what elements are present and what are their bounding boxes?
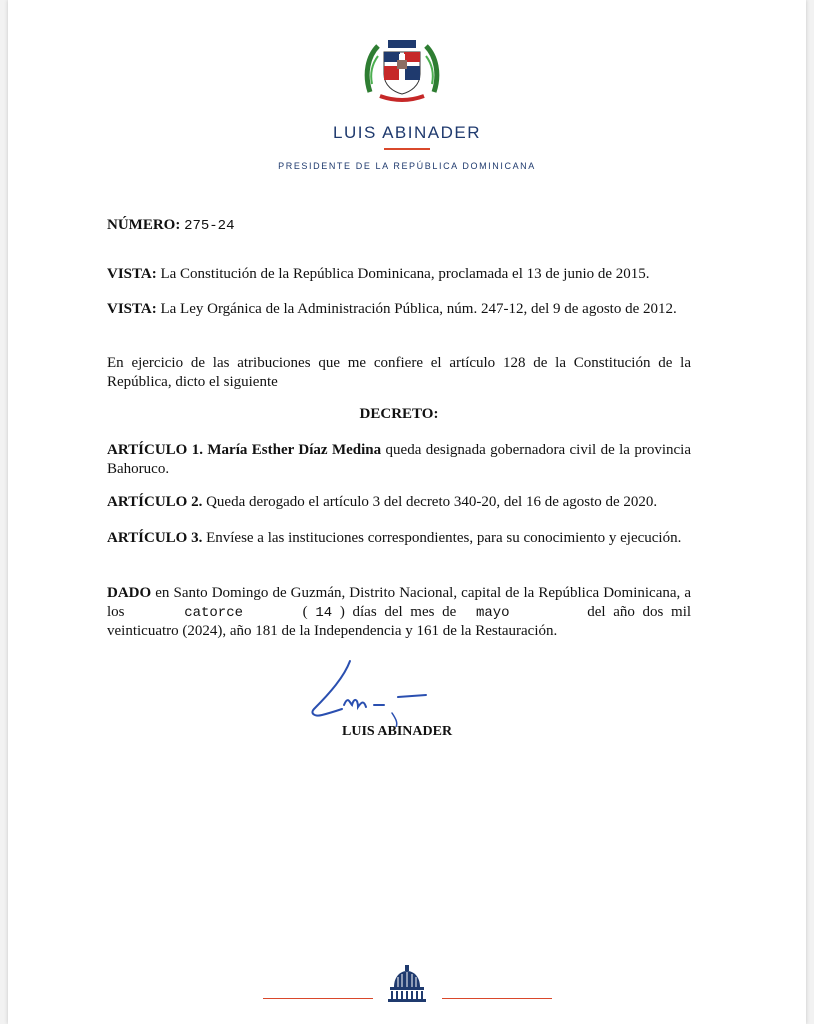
articulo-3-label: ARTÍCULO 3.	[107, 530, 203, 546]
palace-dome-icon	[386, 963, 428, 1003]
vista-text-2: La Ley Orgánica de la Administración Pública, núm. 247-12, del 9 de agosto de 2012.	[160, 301, 677, 317]
articulo-3-text: Envíese a las instituciones correspondientes, para su conocimiento y ejecución.	[206, 530, 682, 546]
intro-paragraph: En ejercicio de las atribuciones que me confiere el artículo 128 de la Constitución de la República, dicto el siguiente	[107, 355, 691, 390]
articulo-3	[107, 529, 691, 548]
designee-name: María Esther Díaz Medina	[207, 442, 382, 458]
articulo-1	[107, 441, 691, 478]
vista-paragraph-2	[107, 300, 691, 319]
document-page	[8, 0, 806, 1024]
decreto-heading: DECRETO:	[359, 406, 439, 422]
header-divider	[384, 148, 430, 150]
dado-label: DADO	[107, 585, 152, 601]
footer-divider-right	[442, 998, 552, 999]
day-number: 14	[315, 604, 333, 621]
vista-label-1: VISTA:	[107, 266, 157, 282]
day-in-words: catorce	[184, 604, 243, 621]
coat-of-arms-icon	[364, 34, 440, 104]
dado-text-1: en Santo Domingo de Guzmán, Distrito Nacional, capital de la República Dominicana, a los	[107, 585, 692, 620]
vista-text-1: La Constitución de la República Dominicana, proclamada el 13 de junio de 2015.	[160, 266, 650, 282]
paren-close: )	[339, 603, 345, 620]
month-name: mayo	[475, 604, 510, 621]
president-title-header: PRESIDENTE DE LA REPÚBLICA DOMINICANA	[278, 161, 536, 171]
footer-divider-left	[263, 998, 373, 999]
articulo-2-text: Queda derogado el artículo 3 del decreto 340-20, del 16 de agosto de 2020.	[206, 494, 658, 510]
signatory-name: LUIS ABINADER	[342, 724, 453, 739]
president-name-header: LUIS ABINADER	[333, 123, 481, 142]
articulo-1-text: queda designada gobernadora civil de la provincia Bahoruco.	[107, 442, 692, 477]
articulo-1-label: ARTÍCULO 1.	[107, 442, 203, 458]
paren-open: (	[302, 603, 308, 620]
decree-number	[107, 216, 691, 236]
dado-text-2: días del mes de	[352, 603, 457, 620]
numero-label: NÚMERO:	[107, 217, 181, 233]
articulo-2-label: ARTÍCULO 2.	[107, 494, 203, 510]
vista-label-2: VISTA:	[107, 301, 157, 317]
dado-paragraph	[107, 584, 691, 641]
vista-paragraph-1	[107, 265, 691, 284]
numero-value: 275-24	[184, 218, 235, 234]
articulo-2	[107, 493, 691, 512]
handwritten-signature	[300, 657, 440, 727]
dado-text-3: del año dos mil veinticuatro (2024), año 181 de la Independencia y 161 de la Restauración.	[107, 603, 692, 639]
